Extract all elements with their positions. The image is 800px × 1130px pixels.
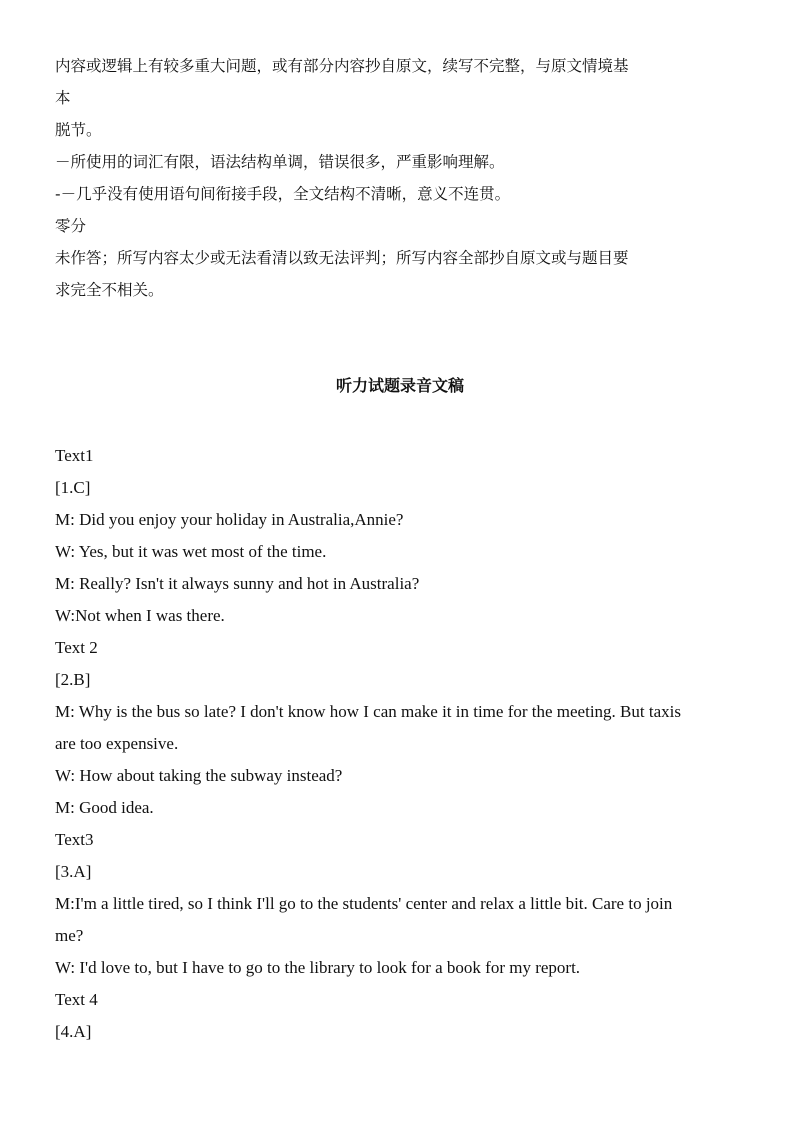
- rubric-line: 未作答；所写内容太少或无法看清以致无法评判；所写内容全部抄自原文或与题目要: [55, 249, 629, 267]
- document-page: [55, 50, 745, 1048]
- rubric-line: 脱节。: [55, 121, 102, 139]
- answer-key: [1.C]: [55, 478, 91, 497]
- dialogue-line: W: I'd love to, but I have to go to the library to look for a book for my report.: [55, 958, 581, 977]
- rubric-line: 内容或逻辑上有较多重大问题，或有部分内容抄自原文，续写不完整，与原文情境基: [55, 57, 629, 75]
- dialogue-line: M: Did you enjoy your holiday in Australia,Annie?: [55, 510, 404, 529]
- answer-key: [2.B]: [55, 670, 91, 689]
- rubric-heading-zero: 零分: [55, 217, 87, 235]
- dialogue-line: M: Good idea.: [55, 798, 154, 817]
- text-label: Text3: [55, 830, 94, 849]
- dialogue-line: W: How about taking the subway instead?: [55, 766, 343, 785]
- text-label: Text 4: [55, 990, 98, 1009]
- dialogue-line: M:I'm a little tired, so I think I'll go to the students' center and relax a little bit. Care to join: [55, 894, 673, 913]
- dialogue-line: W:Not when I was there.: [55, 606, 225, 625]
- text-label: Text 2: [55, 638, 98, 657]
- scoring-rubric: [55, 50, 745, 306]
- dialogue-line: W: Yes, but it was wet most of the time.: [55, 542, 327, 561]
- dialogue-line: M: Really? Isn't it always sunny and hot in Australia?: [55, 574, 420, 593]
- rubric-line: 求完全不相关。: [55, 281, 164, 299]
- section-gap: [55, 306, 745, 370]
- rubric-line: 本: [55, 89, 71, 107]
- dialogue-line: me?: [55, 926, 84, 945]
- rubric-line: －所使用的词汇有限，语法结构单调，错误很多，严重影响理解。: [55, 153, 505, 171]
- text-label: Text1: [55, 446, 94, 465]
- dialogue-line: M: Why is the bus so late? I don't know how I can make it in time for the meeting. But taxis: [55, 702, 681, 721]
- section-title: 听力试题录音文稿: [335, 376, 464, 395]
- answer-key: [3.A]: [55, 862, 92, 881]
- answer-key: [4.A]: [55, 1022, 92, 1041]
- dialogue-line: are too expensive.: [55, 734, 179, 753]
- listening-transcript: [55, 440, 745, 1048]
- rubric-line: -－几乎没有使用语句间衔接手段，全文结构不清晰，意义不连贯。: [55, 185, 511, 203]
